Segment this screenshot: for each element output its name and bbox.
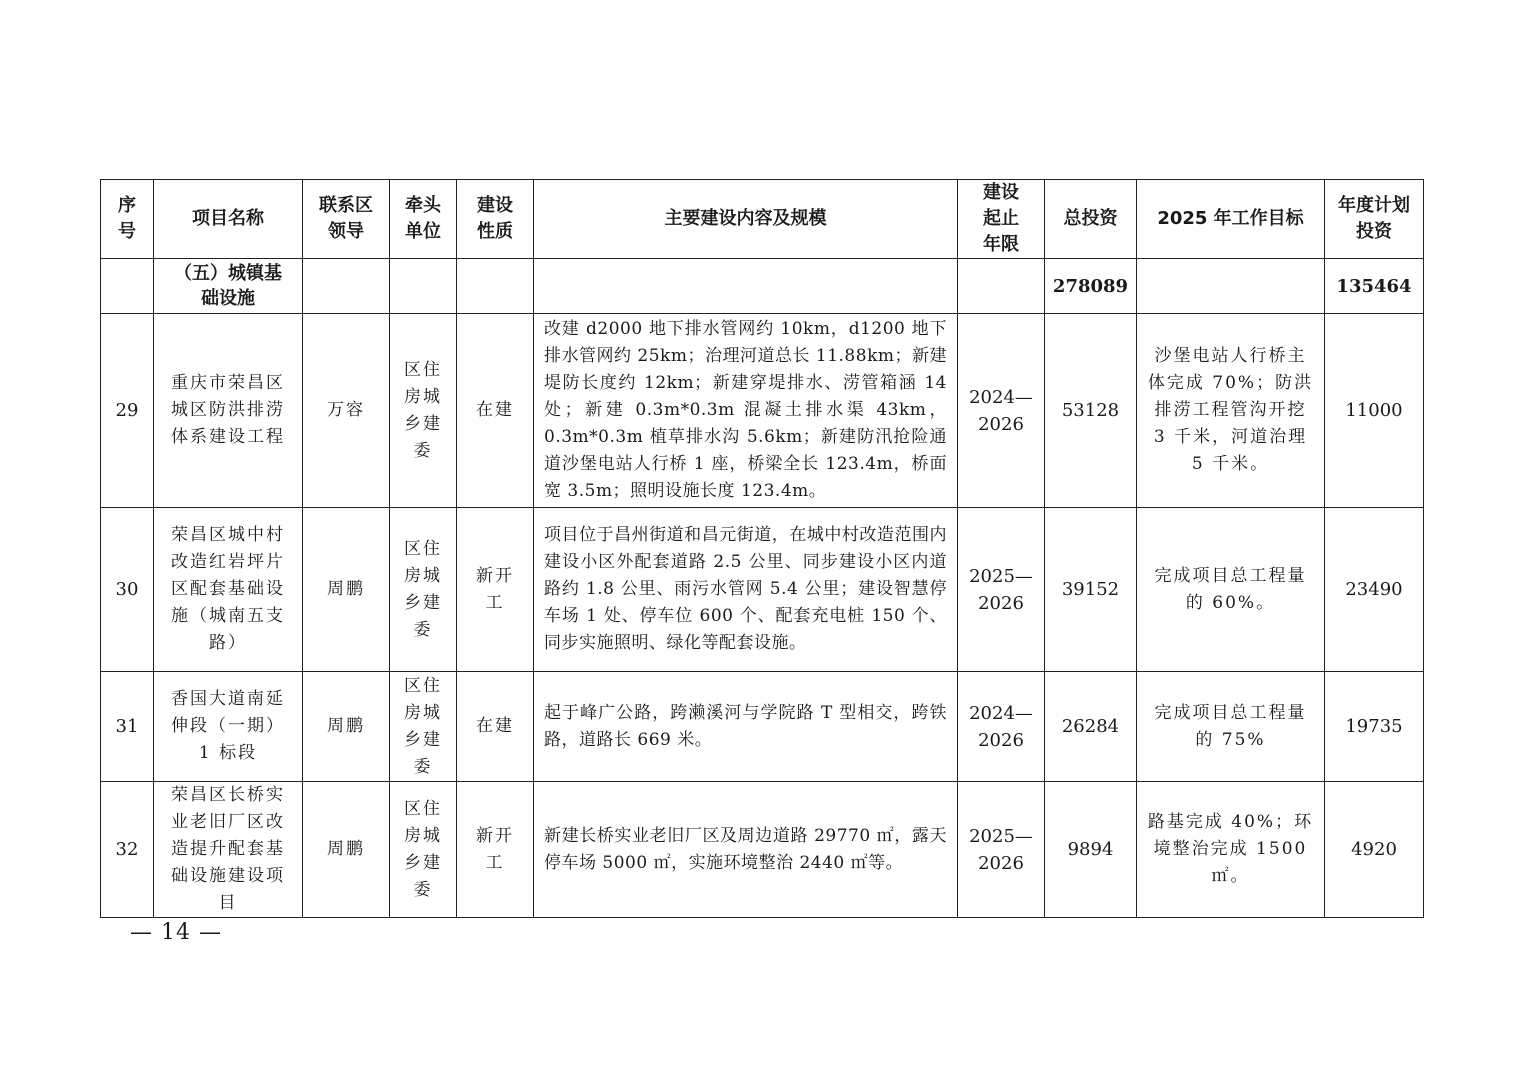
row-unit: 区住房城乡建委 — [390, 782, 457, 918]
row-project-name: 香国大道南延伸段（一期）1 标段 — [154, 672, 303, 782]
row-nature: 新开工 — [457, 508, 534, 672]
row-unit: 区住房城乡建委 — [390, 672, 457, 782]
row-total: 9894 — [1045, 782, 1137, 918]
row-no: 30 — [101, 508, 154, 672]
row-annual: 19735 — [1325, 672, 1424, 782]
header-row — [101, 180, 1424, 259]
row-target: 完成项目总工程量的 75% — [1137, 672, 1325, 782]
section-content-cell — [534, 259, 958, 314]
page-number: — 14 — — [130, 920, 222, 945]
header-target: 2025 年工作目标 — [1137, 180, 1325, 259]
row-content: 项目位于昌州街道和昌元街道，在城中村改造范围内建设小区外配套道路 2.5 公里、同步建设小区内道路约 1.8 公里、雨污水管网 5.4 公里；建设智慧停车场 1 处、停车位 600 个、配套充电桩 150 个、同步实施照明、绿化等配套设施。 — [534, 508, 958, 672]
row-leader: 周鹏 — [303, 782, 390, 918]
row-project-name: 重庆市荣昌区城区防洪排涝体系建设工程 — [154, 314, 303, 508]
section-nature-cell — [457, 259, 534, 314]
row-annual: 23490 — [1325, 508, 1424, 672]
project-table — [100, 179, 1424, 918]
header-annual: 年度计划投资 — [1325, 180, 1424, 259]
table-row — [101, 782, 1424, 918]
section-total: 278089 — [1045, 259, 1137, 314]
header-nature: 建设性质 — [457, 180, 534, 259]
header-total: 总投资 — [1045, 180, 1137, 259]
row-period: 2025—2026 — [958, 508, 1045, 672]
row-no: 31 — [101, 672, 154, 782]
row-content: 起于峰广公路，跨濑溪河与学院路 T 型相交，跨铁路，道路长 669 米。 — [534, 672, 958, 782]
row-period: 2025—2026 — [958, 782, 1045, 918]
row-target: 完成项目总工程量的 60%。 — [1137, 508, 1325, 672]
row-project-name: 荣昌区城中村改造红岩坪片区配套基础设施（城南五支路） — [154, 508, 303, 672]
row-period: 2024—2026 — [958, 314, 1045, 508]
section-unit-cell — [390, 259, 457, 314]
section-target-cell — [1137, 259, 1325, 314]
header-period: 建设起止年限 — [958, 180, 1045, 259]
row-content: 新建长桥实业老旧厂区及周边道路 29770 ㎡，露天停车场 5000 ㎡，实施环境整治 2440 ㎡等。 — [534, 782, 958, 918]
header-unit: 牵头单位 — [390, 180, 457, 259]
row-nature: 在建 — [457, 672, 534, 782]
row-annual: 4920 — [1325, 782, 1424, 918]
row-total: 39152 — [1045, 508, 1137, 672]
table-row — [101, 314, 1424, 508]
row-project-name: 荣昌区长桥实业老旧厂区改造提升配套基础设施建设项目 — [154, 782, 303, 918]
row-leader: 周鹏 — [303, 672, 390, 782]
section-period-cell — [958, 259, 1045, 314]
section-title: （五）城镇基础设施 — [154, 259, 303, 314]
row-leader: 万容 — [303, 314, 390, 508]
row-target: 路基完成 40%；环境整治完成 1500 ㎡。 — [1137, 782, 1325, 918]
header-no: 序号 — [101, 180, 154, 259]
row-period: 2024—2026 — [958, 672, 1045, 782]
section-annual: 135464 — [1325, 259, 1424, 314]
section-leader-cell — [303, 259, 390, 314]
row-total: 26284 — [1045, 672, 1137, 782]
row-unit: 区住房城乡建委 — [390, 508, 457, 672]
header-leader: 联系区领导 — [303, 180, 390, 259]
row-target: 沙堡电站人行桥主体完成 70%；防洪排涝工程管沟开挖 3 千米，河道治理 5 千米。 — [1137, 314, 1325, 508]
row-no: 32 — [101, 782, 154, 918]
section-row — [101, 259, 1424, 314]
row-no: 29 — [101, 314, 154, 508]
row-content: 改建 d2000 地下排水管网约 10km，d1200 地下排水管网约 25km；治理河道总长 11.88km；新建堤防长度约 12km；新建穿堤排水、涝管箱涵 14 处；新建 0.3m*0.3m 混凝土排水渠 43km，0.3m*0.3m 植草排水沟 5.6km；新建防汛抢险通道沙堡电站人行桥 1 座，桥梁全长 123.4m，桥面宽 3.5m；照明设施长度 123.4m。 — [534, 314, 958, 508]
row-unit: 区住房城乡建委 — [390, 314, 457, 508]
section-no-cell — [101, 259, 154, 314]
row-nature: 新开工 — [457, 782, 534, 918]
header-name: 项目名称 — [154, 180, 303, 259]
row-total: 53128 — [1045, 314, 1137, 508]
row-nature: 在建 — [457, 314, 534, 508]
table-row — [101, 672, 1424, 782]
row-leader: 周鹏 — [303, 508, 390, 672]
table-row — [101, 508, 1424, 672]
row-annual: 11000 — [1325, 314, 1424, 508]
header-content: 主要建设内容及规模 — [534, 180, 958, 259]
